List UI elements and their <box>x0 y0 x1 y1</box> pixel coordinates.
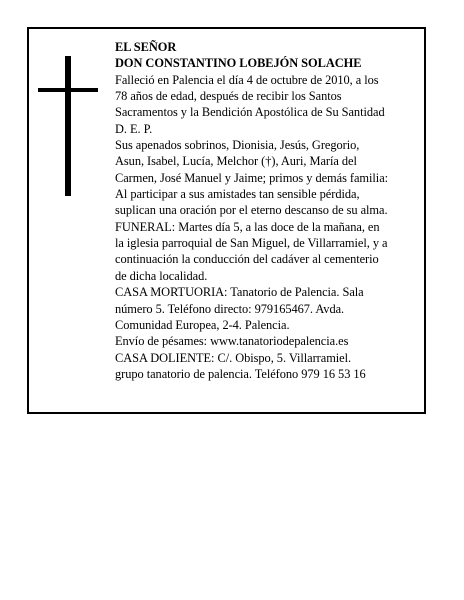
cross-horizontal-bar <box>38 88 98 92</box>
condolences-line: Envío de pésames: www.tanatoriodepalencia.es <box>115 334 349 349</box>
funeral-line: de dicha localidad. <box>115 268 208 283</box>
death-line: Sacramentos y la Bendición Apostólica de Su Santidad <box>115 105 385 120</box>
deceased-title: EL SEÑOR <box>115 40 177 54</box>
deceased-name: DON CONSTANTINO LOBEJÓN SOLACHE <box>115 56 362 71</box>
family-line: suplican una oración por el eterno descanso de su alma. <box>115 203 388 218</box>
mortuary-line: número 5. Teléfono directo: 979165467. Avda. <box>115 301 345 316</box>
death-line: Falleció en Palencia el día 4 de octubre de 2010, a los <box>115 72 379 87</box>
mourning-house-line: CASA DOLIENTE: C/. Obispo, 5. Villarramiel. <box>115 350 352 365</box>
family-line: Al participar a sus amistades tan sensible pérdida, <box>115 187 360 202</box>
cross-vertical-bar <box>65 56 71 196</box>
funeral-line: continuación la conducción del cadáver al cementerio <box>115 252 379 267</box>
mortuary-line: CASA MORTUORIA: Tanatorio de Palencia. Sala <box>115 285 364 300</box>
cross-icon <box>38 56 98 196</box>
funeral-line: la iglesia parroquial de San Miguel, de Villarramiel, y a <box>115 236 388 251</box>
mortuary-line: Comunidad Europea, 2-4. Palencia. <box>115 317 290 332</box>
family-line: Sus apenados sobrinos, Dionisia, Jesús, Gregorio, <box>115 138 360 153</box>
funeral-line: FUNERAL: Martes día 5, a las doce de la mañana, en <box>115 219 380 234</box>
mourning-house-line: grupo tanatorio de palencia. Teléfono 979 16 53 16 <box>115 366 366 381</box>
dep-line: D. E. P. <box>115 121 153 136</box>
family-line: Asun, Isabel, Lucía, Melchor (†), Auri, María del <box>115 154 357 169</box>
obituary-text <box>115 39 425 382</box>
death-line: 78 años de edad, después de recibir los Santos <box>115 89 342 104</box>
family-line: Carmen, José Manuel y Jaime; primos y demás familia: <box>115 170 389 185</box>
